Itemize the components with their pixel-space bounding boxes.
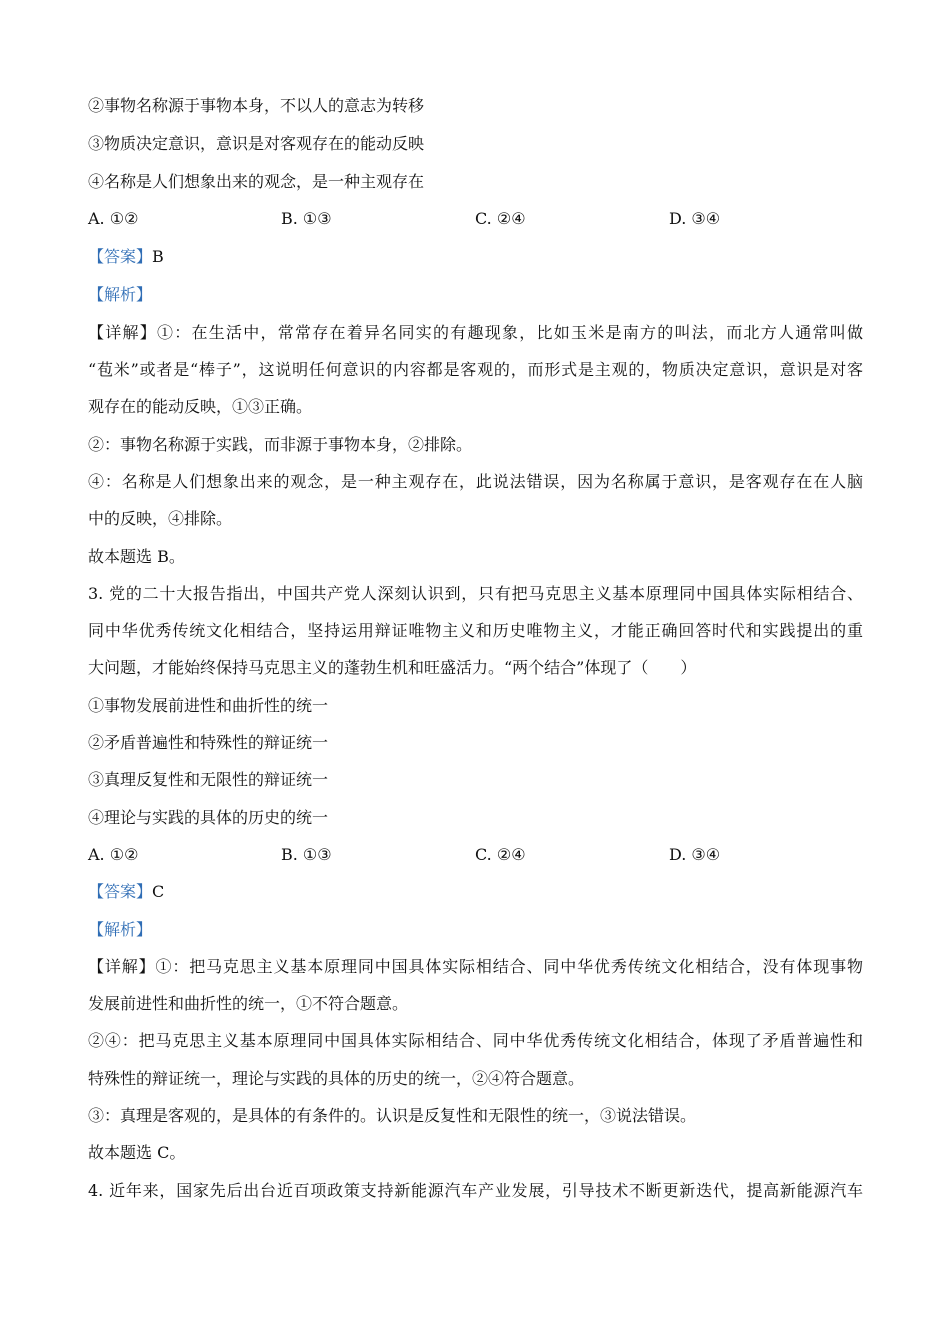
q4-stem-a: 4. 近年来，国家先后出台近百项政策支持新能源汽车产业发展，引导技术不断更新迭代，提高新能源汽车 (88, 1181, 863, 1200)
q3-option-3: ③真理反复性和无限性的辩证统一 (88, 770, 329, 789)
detail-tag: 【详解】 (88, 957, 156, 976)
q2-choice-d: D. ③④ (669, 209, 721, 228)
q2-detail-4b: 中的反映，④排除。 (88, 509, 233, 528)
q3-option-1: ①事物发展前进性和曲折性的统一 (88, 696, 329, 715)
answer-tag: 【答案】 (88, 247, 153, 266)
q2-option-3: ③物质决定意识，意识是对客观存在的能动反映 (88, 134, 425, 153)
q3-detail-3: ③：真理是客观的，是具体的有条件的。认识是反复性和无限性的统一，③说法错误。 (88, 1106, 697, 1125)
q3-choices (88, 845, 863, 865)
q2-detail-1b: “苞米”或者是“棒子”，这说明任何意识的内容都是客观的，而形式是主观的，物质决定意识，意识是对客 (88, 360, 863, 379)
q2-option-2: ②事物名称源于事物本身，不以人的意志为转移 (88, 96, 425, 115)
q3-choice-a: A. ①② (88, 845, 139, 864)
q2-choice-b: B. ①③ (281, 209, 332, 228)
q2-conclusion: 故本题选 B。 (88, 547, 185, 566)
q2-detail-1c: 观存在的能动反映，①③正确。 (88, 397, 313, 416)
answer-value: B (152, 247, 164, 266)
analysis-tag: 【解析】 (88, 285, 153, 304)
detail-tag: 【详解】 (88, 323, 157, 342)
q3-detail-1b: 发展前进性和曲折性的统一，①不符合题意。 (88, 994, 409, 1013)
q2-choice-c: C. ②④ (475, 209, 526, 228)
q3-stem-b: 同中华优秀传统文化相结合，坚持运用辩证唯物主义和历史唯物主义，才能正确回答时代和实践提出的重 (88, 621, 863, 640)
q2-choices (88, 209, 863, 229)
q3-detail-24b: 特殊性的辩证统一，理论与实践的具体的历史的统一，②④符合题意。 (88, 1069, 585, 1088)
answer-tag: 【答案】 (88, 882, 153, 901)
q3-option-4: ④理论与实践的具体的历史的统一 (88, 808, 329, 827)
answer-value: C (152, 882, 165, 901)
q3-choice-b: B. ①③ (281, 845, 332, 864)
analysis-tag: 【解析】 (88, 920, 153, 939)
detail-text: ①：在生活中，常常存在着异名同实的有趣现象，比如玉米是南方的叫法，而北方人通常叫做 (157, 323, 863, 342)
q3-stem-a: 3. 党的二十大报告指出，中国共产党人深刻认识到，只有把马克思主义基本原理同中国具体实际相结合、 (88, 584, 863, 603)
q3-detail-24a: ②④：把马克思主义基本原理同中国具体实际相结合、同中华优秀传统文化相结合，体现了矛盾普遍性和 (88, 1031, 863, 1050)
detail-text: ①：把马克思主义基本原理同中国具体实际相结合、同中华优秀传统文化相结合，没有体现事物 (155, 957, 863, 976)
q2-detail-2: ②：事物名称源于实践，而非源于事物本身，②排除。 (88, 435, 473, 454)
q3-choice-d: D. ③④ (669, 845, 721, 864)
q2-answer (88, 247, 863, 267)
q3-option-2: ②矛盾普遍性和特殊性的辩证统一 (88, 733, 329, 752)
q2-choice-a: A. ①② (88, 209, 139, 228)
q3-choice-c: C. ②④ (475, 845, 526, 864)
q3-stem-c: 大问题，才能始终保持马克思主义的蓬勃生机和旺盛活力。“两个结合”体现了（ ） (88, 658, 697, 677)
q2-detail-1a (88, 323, 863, 343)
q3-conclusion: 故本题选 C。 (88, 1143, 186, 1162)
q2-analysis-heading (88, 285, 863, 305)
q3-detail-1a (88, 957, 863, 977)
q2-detail-4a: ④：名称是人们想象出来的观念，是一种主观存在，此说法错误，因为名称属于意识，是客观存在在人脑 (88, 472, 863, 491)
q3-analysis-heading (88, 920, 863, 940)
q2-option-4: ④名称是人们想象出来的观念，是一种主观存在 (88, 172, 425, 191)
q3-answer (88, 882, 863, 902)
